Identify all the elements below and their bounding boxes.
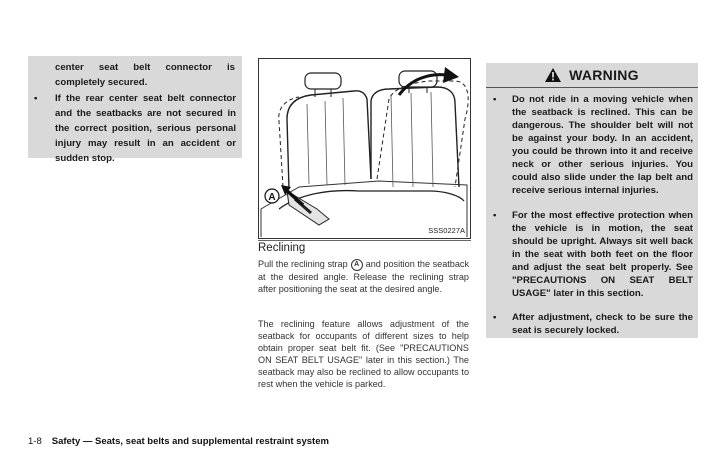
caution-continued-text: center seat belt connector is completely secured.: [55, 62, 235, 88]
warning-item: [493, 209, 693, 300]
warning-title: WARNING: [569, 67, 639, 83]
caution-box: [28, 56, 242, 164]
reclining-instruction-b: and position the seatback at the desired angle. Release the reclining strap after positioning the seat at the desired angle.: [258, 259, 470, 294]
figure-code: SSS0227A: [428, 226, 465, 235]
reclining-instruction: [258, 258, 469, 295]
callout-a-label: A: [268, 192, 276, 203]
bullet: •: [34, 93, 38, 104]
warning-item-text: Do not ride in a moving vehicle when the seatback is reclined. This can be dangerous. The shoulder belt will not be against your body. In an accident, you could be thrown into it and receive neck or other serious injuries. You could also slide under the lap belt and receive serious internal injuries.: [512, 94, 693, 196]
warning-item: [493, 311, 693, 337]
page-number: 1-8: [28, 436, 42, 447]
bullet: •: [493, 94, 497, 105]
divider: [258, 240, 471, 241]
callout-a-marker: A: [351, 259, 363, 271]
chapter-title: Safety — Seats, seat belts and supplemental restraint system: [51, 436, 329, 447]
warning-header: [486, 63, 698, 87]
section-title: Reclining: [258, 242, 306, 254]
warning-item: [493, 93, 693, 197]
reclining-description: The reclining feature allows adjustment of the seatback for occupants of different sizes to help obtain proper seat belt fit. (See "PRECAUTIONS ON SEAT BELT USAGE" later in this section.) The seatback may also be reclined to allow occupants to rest when the vehicle is parked.: [258, 319, 469, 390]
caution-item: [34, 91, 236, 166]
warning-divider: [486, 87, 698, 88]
bullet: •: [493, 210, 497, 221]
seat-recline-illustration: [258, 58, 471, 239]
reclining-instruction-a: Pull the reclining strap: [258, 259, 348, 269]
warning-item-text: After adjustment, check to be sure the seat is securely locked.: [512, 312, 693, 336]
warning-item-text: For the most effective protection when the vehicle is in motion, the seat should be upright. Always sit well back in the seat with both feet on the floor and adjust the seat belt properly. See "PRECAUTIONS ON SEAT BELT USAGE" later in this section.: [512, 210, 693, 299]
bullet: •: [493, 312, 497, 323]
rear-seat-drawing: [259, 59, 470, 238]
page-footer: [28, 436, 329, 447]
warning-triangle-icon: [545, 68, 561, 82]
caution-item-text: If the rear center seat belt connector and the seatbacks are not secured in the correct position, serious personal injury may result in an accident or sudden stop.: [55, 93, 236, 164]
